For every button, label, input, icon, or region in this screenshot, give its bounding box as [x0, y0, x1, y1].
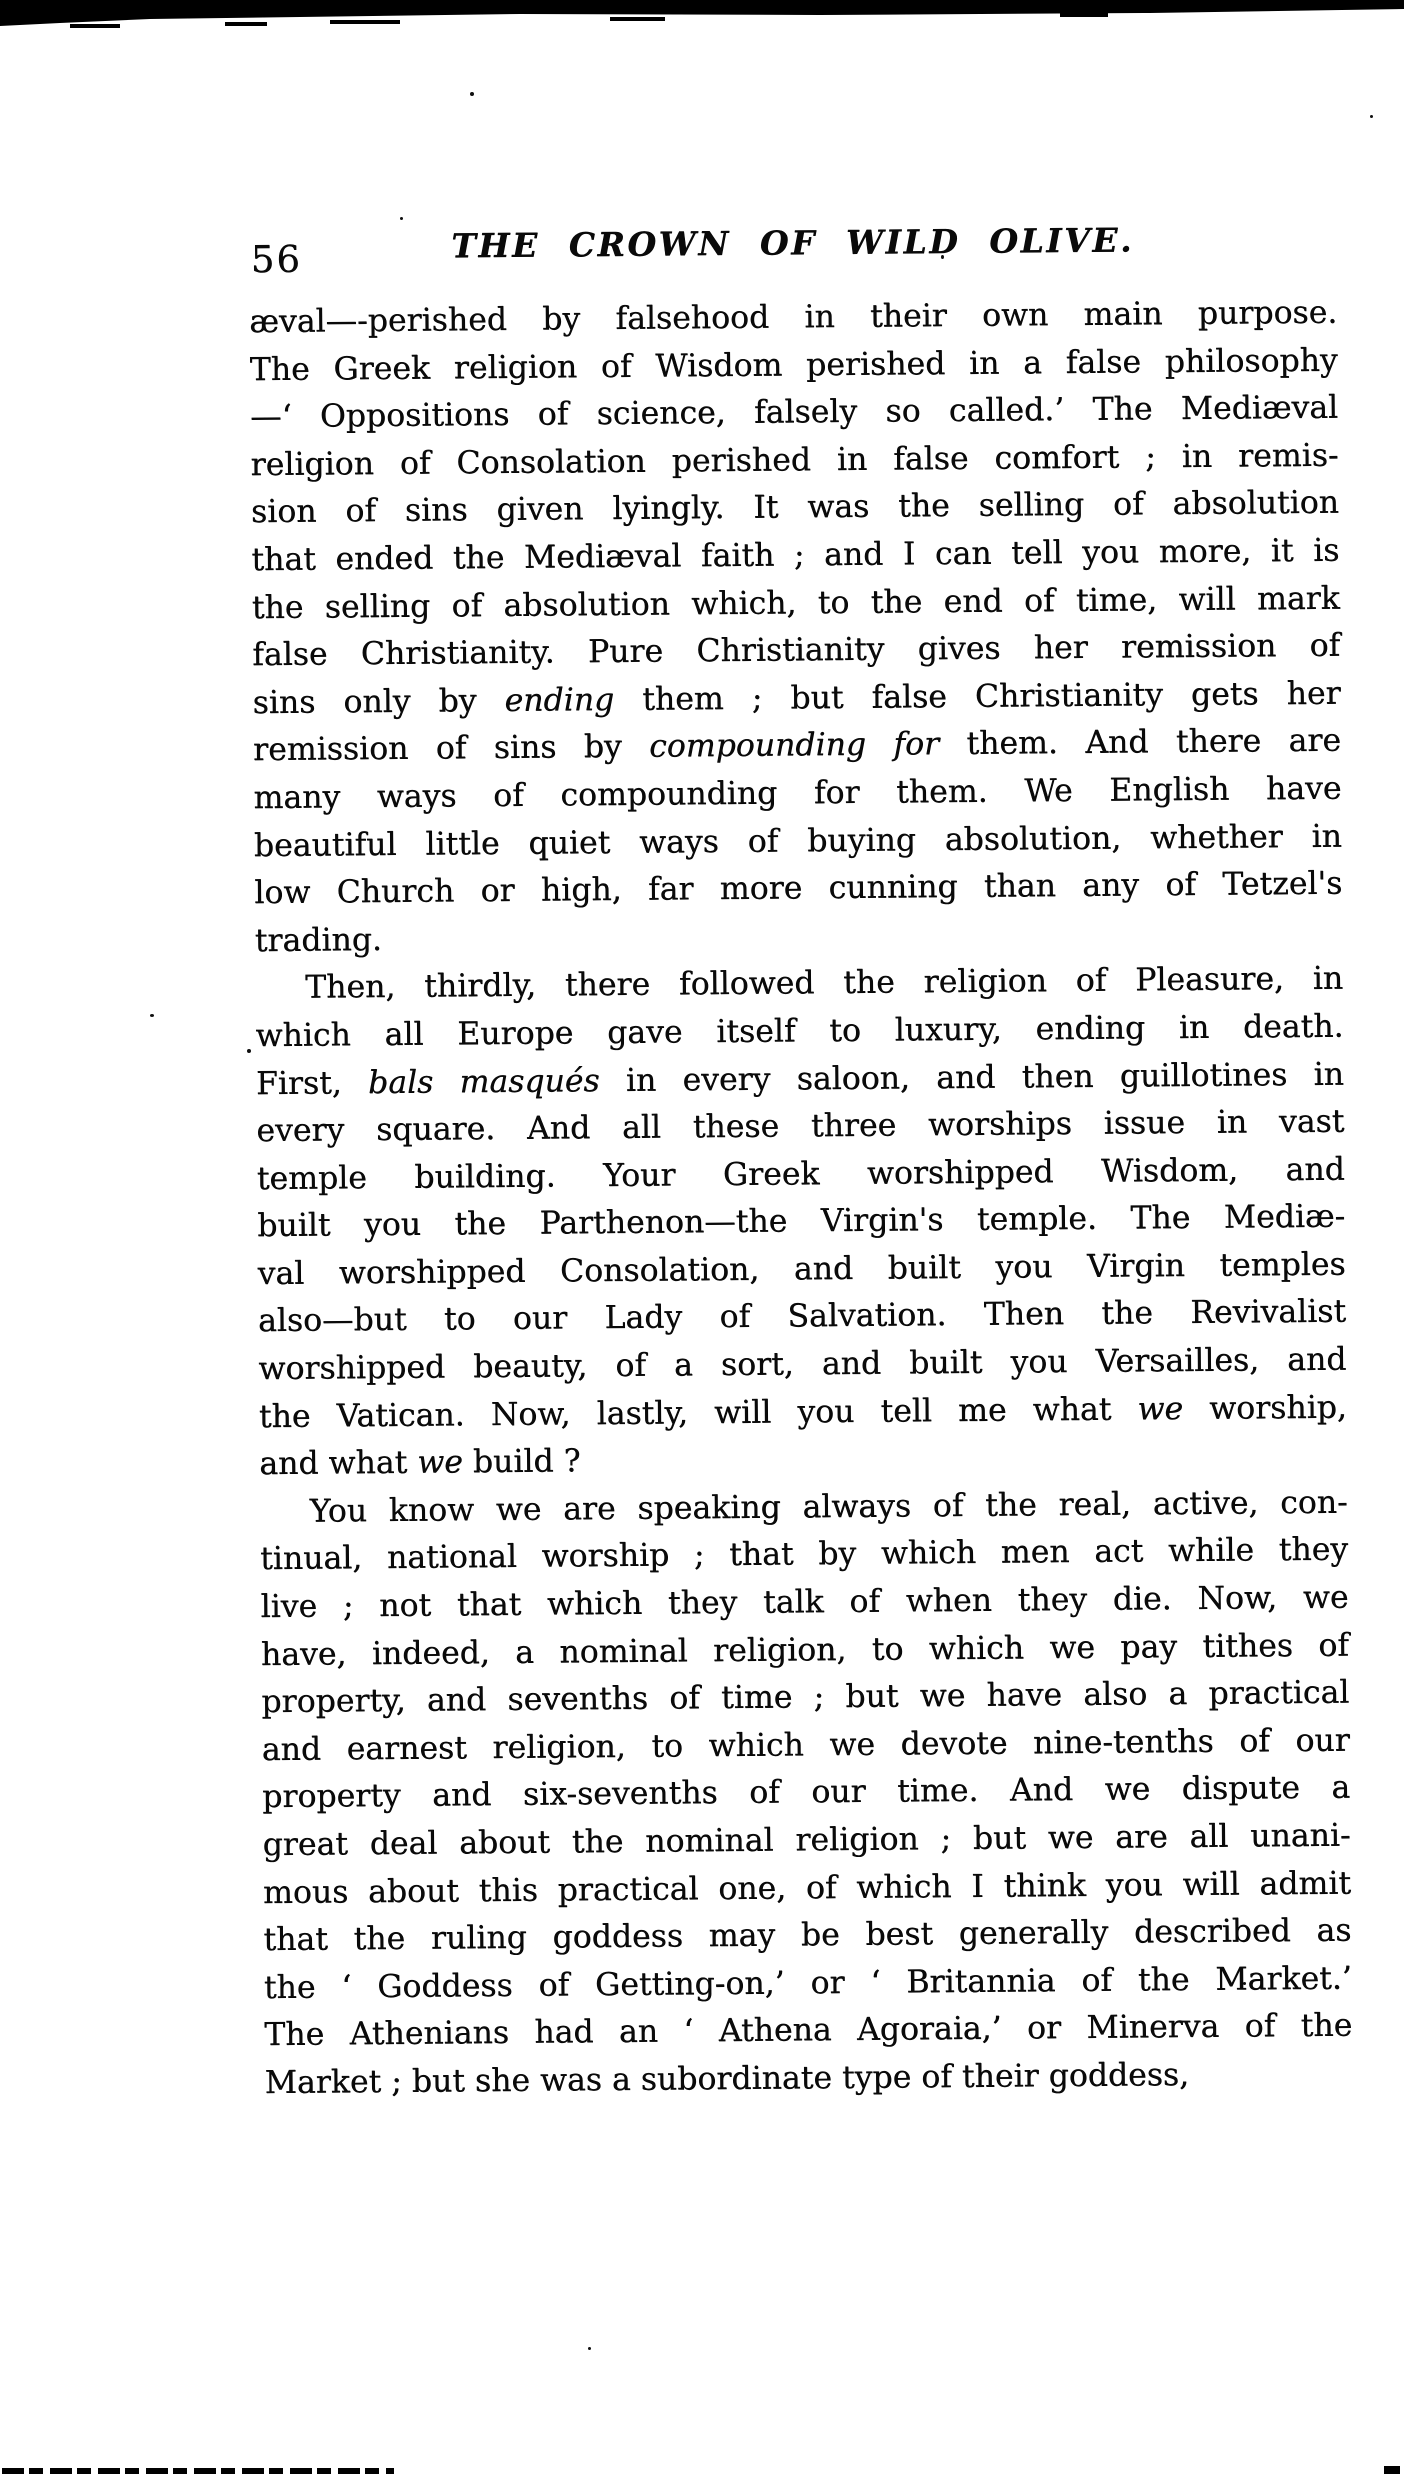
text-line: property and six-sevenths of our time. And we dispute a [262, 1769, 1351, 1816]
text-line: Then, thirdly, there followed the religion of Pleasure, in [304, 960, 1344, 1006]
text-line: beautiful little quiet ways of buying absolution, whether in [253, 818, 1343, 864]
paragraph [249, 290, 1343, 966]
text-line: that the ruling goddess may be best generally described as [263, 1912, 1352, 1959]
text-line: religion of Consolation perished in false comfort ; in remis- [250, 437, 1339, 483]
text-line: property, and sevenths of time ; but we have also a practical [261, 1674, 1350, 1721]
text-line: The Athenians had an ‘ Athena Agoraia,’ or Minerva of the [264, 2007, 1353, 2054]
text-line: Market ; but she was a subordinate type of their goddess, [264, 2056, 1190, 2101]
text-line: You know we are speaking always of the real, active, con- [309, 1484, 1348, 1530]
text-line: many ways of compounding for them. We English have [253, 770, 1342, 816]
text-line: sion of sins given lyingly. It was the selling of absolution [250, 484, 1340, 531]
running-head [249, 219, 1337, 288]
text-line: —‘ Oppositions of science, falsely so called.’ The Mediæval [250, 389, 1339, 436]
text-line: which all Europe gave itself to luxury, ending in death. [255, 1008, 1344, 1054]
text-line: great deal about the nominal religion ; but we are all unani- [262, 1817, 1351, 1864]
text-line: the ‘ Goddess of Getting-on,’ or ‘ Britannia of the Market.’ [263, 1960, 1352, 2006]
text-line: worshipped beauty, of a sort, and built you Versailles, and [258, 1341, 1347, 1388]
text-line: and earnest religion, to which we devote nine-tenths of our [261, 1722, 1350, 1768]
text-line: have, indeed, a nominal religion, to which we pay tithes of [260, 1627, 1350, 1673]
text-line: every square. And all these three worships issue in vast [256, 1103, 1345, 1150]
text-line: the Vatican. Now, lastly, will you tell me what we worship, [258, 1389, 1348, 1435]
text-line: sins only by ending them ; but false Christianity gets her [252, 675, 1341, 721]
text-line: trading. [254, 921, 383, 959]
text-line: The Greek religion of Wisdom perished in a false philosophy [249, 342, 1338, 388]
text-line: val worshipped Consolation, and built you Virgin temples [257, 1246, 1346, 1292]
text-line: the selling of absolution which, to the end of time, will mark [251, 580, 1340, 626]
text-line: also—but to our Lady of Salvation. Then the Revivalist [257, 1293, 1347, 1340]
running-title: THE CROWN OF WILD OLIVE. [451, 220, 1135, 266]
text-line: built you the Parthenon—the Virgin's temple. The Mediæ- [257, 1198, 1346, 1245]
paragraph [255, 956, 1348, 1489]
text-line: false Christianity. Pure Christianity gives her remission of [252, 627, 1341, 674]
text-line: mous about this practical one, of which I think you will admit [262, 1865, 1352, 1911]
text-line: tinual, national worship ; that by which men act while they [259, 1531, 1349, 1578]
text-line: low Church or high, far more cunning than any of Tetzel's [254, 865, 1343, 912]
text-line: remission of sins by compounding for them. And there are [252, 722, 1342, 769]
text-line: æval—-perished by falsehood in their own main purpose. [249, 294, 1338, 341]
paragraph [260, 1479, 1353, 2107]
text-line: live ; not that which they talk of when they die. Now, we [260, 1579, 1349, 1626]
text-block [249, 290, 1353, 2108]
text-line: that ended the Mediæval faith ; and I can tell you more, it is [251, 532, 1340, 579]
text-line: temple building. Your Greek worshipped Wisdom, and [256, 1151, 1345, 1197]
text-line: First, bals masqués in every saloon, and then guillotines in [255, 1056, 1345, 1102]
text-line: and what we build ? [259, 1443, 581, 1483]
page-number: 56 [250, 237, 303, 282]
